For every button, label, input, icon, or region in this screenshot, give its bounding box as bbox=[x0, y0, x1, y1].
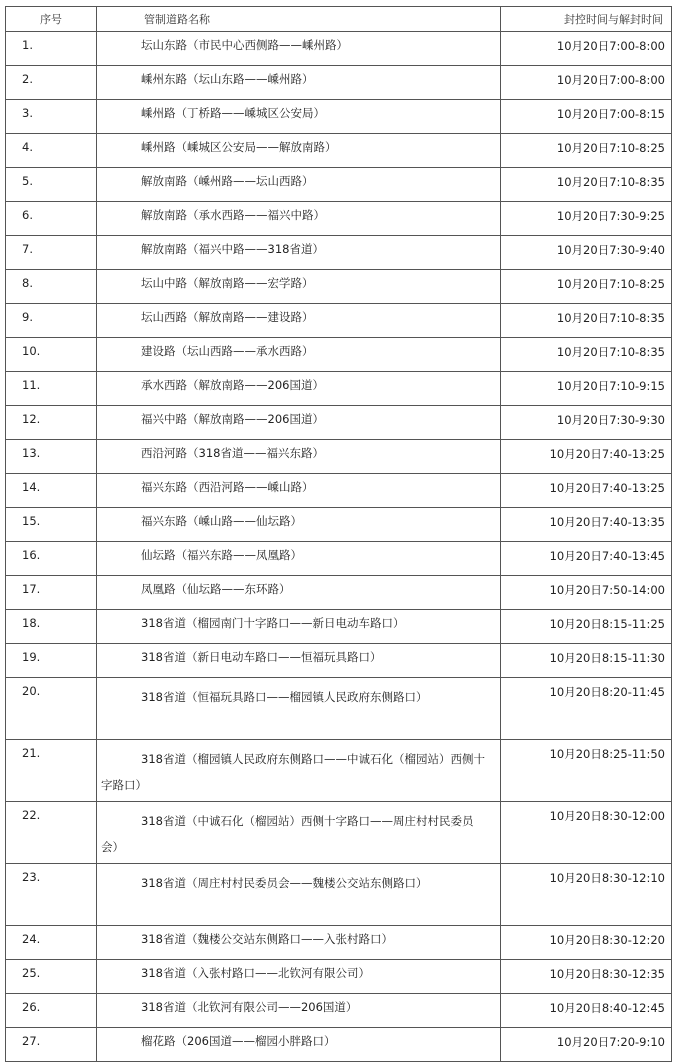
table-row bbox=[6, 372, 672, 406]
row-seq: 26. bbox=[6, 994, 97, 1028]
row-control-time: 10月20日7:20-9:10 bbox=[501, 1028, 672, 1062]
row-control-time: 10月20日8:25-11:50 bbox=[501, 740, 672, 802]
row-seq: 9. bbox=[6, 304, 97, 338]
table-row bbox=[6, 134, 672, 168]
table-row bbox=[6, 542, 672, 576]
row-road-name: 解放南路（承水西路——福兴中路） bbox=[97, 202, 501, 236]
row-seq: 4. bbox=[6, 134, 97, 168]
row-road-name: 仙坛路（福兴东路——凤凰路） bbox=[97, 542, 501, 576]
row-seq: 1. bbox=[6, 32, 97, 66]
row-seq: 27. bbox=[6, 1028, 97, 1062]
table-row bbox=[6, 474, 672, 508]
row-road-name: 318省道（榴园镇人民政府东侧路口——中诚石化（榴园站）西侧十字路口） bbox=[97, 740, 501, 802]
row-control-time: 10月20日7:00-8:00 bbox=[501, 32, 672, 66]
row-road-name: 318省道（魏楼公交站东侧路口——入张村路口） bbox=[97, 926, 501, 960]
header-road: 管制道路名称 bbox=[97, 7, 501, 32]
road-control-document bbox=[5, 6, 671, 1062]
table-row bbox=[6, 678, 672, 740]
table-row bbox=[6, 168, 672, 202]
row-seq: 24. bbox=[6, 926, 97, 960]
row-control-time: 10月20日7:30-9:25 bbox=[501, 202, 672, 236]
row-control-time: 10月20日7:50-14:00 bbox=[501, 576, 672, 610]
row-control-time: 10月20日8:30-12:35 bbox=[501, 960, 672, 994]
table-row bbox=[6, 270, 672, 304]
row-seq: 11. bbox=[6, 372, 97, 406]
table-row bbox=[6, 802, 672, 864]
row-control-time: 10月20日7:00-8:15 bbox=[501, 100, 672, 134]
row-control-time: 10月20日8:30-12:10 bbox=[501, 864, 672, 926]
row-seq: 8. bbox=[6, 270, 97, 304]
row-road-name: 福兴东路（西沿河路——嵊山路） bbox=[97, 474, 501, 508]
row-road-name: 榴花路（206国道——榴园小胖路口） bbox=[97, 1028, 501, 1062]
row-road-name: 承水西路（解放南路——206国道） bbox=[97, 372, 501, 406]
table-row bbox=[6, 1028, 672, 1062]
road-control-table bbox=[5, 6, 672, 1062]
row-control-time: 10月20日8:40-12:45 bbox=[501, 994, 672, 1028]
row-seq: 3. bbox=[6, 100, 97, 134]
row-control-time: 10月20日7:40-13:25 bbox=[501, 474, 672, 508]
row-control-time: 10月20日7:00-8:00 bbox=[501, 66, 672, 100]
row-seq: 18. bbox=[6, 610, 97, 644]
row-control-time: 10月20日7:40-13:25 bbox=[501, 440, 672, 474]
row-seq: 21. bbox=[6, 740, 97, 802]
row-seq: 6. bbox=[6, 202, 97, 236]
table-row bbox=[6, 576, 672, 610]
row-control-time: 10月20日7:30-9:30 bbox=[501, 406, 672, 440]
row-seq: 2. bbox=[6, 66, 97, 100]
row-control-time: 10月20日7:40-13:35 bbox=[501, 508, 672, 542]
table-row bbox=[6, 610, 672, 644]
table-row bbox=[6, 960, 672, 994]
table-row bbox=[6, 100, 672, 134]
table-row bbox=[6, 304, 672, 338]
table-row bbox=[6, 994, 672, 1028]
row-control-time: 10月20日8:20-11:45 bbox=[501, 678, 672, 740]
row-seq: 25. bbox=[6, 960, 97, 994]
table-row bbox=[6, 338, 672, 372]
row-seq: 13. bbox=[6, 440, 97, 474]
table-row bbox=[6, 66, 672, 100]
row-road-name: 坛山西路（解放南路——建设路） bbox=[97, 304, 501, 338]
table-row bbox=[6, 864, 672, 926]
header-time: 封控时间与解封时间 bbox=[501, 7, 672, 32]
row-road-name: 318省道（榴园南门十字路口——新日电动车路口） bbox=[97, 610, 501, 644]
row-control-time: 10月20日8:30-12:00 bbox=[501, 802, 672, 864]
row-road-name: 318省道（中诚石化（榴园站）西侧十字路口——周庄村村民委员会） bbox=[97, 802, 501, 864]
table-row bbox=[6, 202, 672, 236]
row-seq: 5. bbox=[6, 168, 97, 202]
row-control-time: 10月20日7:40-13:45 bbox=[501, 542, 672, 576]
row-control-time: 10月20日7:30-9:40 bbox=[501, 236, 672, 270]
row-control-time: 10月20日8:30-12:20 bbox=[501, 926, 672, 960]
table-row bbox=[6, 406, 672, 440]
row-road-name: 嵊州路（丁桥路——嵊城区公安局） bbox=[97, 100, 501, 134]
row-road-name: 318省道（恒福玩具路口——榴园镇人民政府东侧路口） bbox=[97, 678, 501, 740]
row-road-name: 318省道（新日电动车路口——恒福玩具路口） bbox=[97, 644, 501, 678]
row-road-name: 坛山东路（市民中心西侧路——嵊州路） bbox=[97, 32, 501, 66]
row-seq: 20. bbox=[6, 678, 97, 740]
row-control-time: 10月20日7:10-8:35 bbox=[501, 304, 672, 338]
row-road-name: 福兴中路（解放南路——206国道） bbox=[97, 406, 501, 440]
row-road-name: 坛山中路（解放南路——宏学路） bbox=[97, 270, 501, 304]
row-control-time: 10月20日7:10-8:35 bbox=[501, 338, 672, 372]
row-seq: 15. bbox=[6, 508, 97, 542]
row-seq: 19. bbox=[6, 644, 97, 678]
row-seq: 22. bbox=[6, 802, 97, 864]
table-row bbox=[6, 32, 672, 66]
row-control-time: 10月20日7:10-8:25 bbox=[501, 134, 672, 168]
row-road-name: 凤凰路（仙坛路——东环路） bbox=[97, 576, 501, 610]
table-row bbox=[6, 440, 672, 474]
row-seq: 17. bbox=[6, 576, 97, 610]
row-control-time: 10月20日7:10-8:35 bbox=[501, 168, 672, 202]
row-control-time: 10月20日8:15-11:25 bbox=[501, 610, 672, 644]
row-seq: 12. bbox=[6, 406, 97, 440]
row-road-name: 318省道（周庄村村民委员会——魏楼公交站东侧路口） bbox=[97, 864, 501, 926]
row-seq: 10. bbox=[6, 338, 97, 372]
table-header-row bbox=[6, 7, 672, 32]
row-seq: 7. bbox=[6, 236, 97, 270]
header-seq: 序号 bbox=[6, 7, 97, 32]
table-row bbox=[6, 740, 672, 802]
row-road-name: 解放南路（福兴中路——318省道） bbox=[97, 236, 501, 270]
row-road-name: 嵊州路（嵊城区公安局——解放南路） bbox=[97, 134, 501, 168]
row-control-time: 10月20日8:15-11:30 bbox=[501, 644, 672, 678]
row-road-name: 318省道（入张村路口——北钦河有限公司） bbox=[97, 960, 501, 994]
table-row bbox=[6, 236, 672, 270]
table-row bbox=[6, 926, 672, 960]
row-seq: 14. bbox=[6, 474, 97, 508]
row-seq: 23. bbox=[6, 864, 97, 926]
row-control-time: 10月20日7:10-9:15 bbox=[501, 372, 672, 406]
table-row bbox=[6, 508, 672, 542]
row-road-name: 318省道（北钦河有限公司——206国道） bbox=[97, 994, 501, 1028]
row-road-name: 西沿河路（318省道——福兴东路） bbox=[97, 440, 501, 474]
row-road-name: 解放南路（嵊州路——坛山西路） bbox=[97, 168, 501, 202]
row-road-name: 福兴东路（嵊山路——仙坛路） bbox=[97, 508, 501, 542]
row-road-name: 嵊州东路（坛山东路——嵊州路） bbox=[97, 66, 501, 100]
row-road-name: 建设路（坛山西路——承水西路） bbox=[97, 338, 501, 372]
row-control-time: 10月20日7:10-8:25 bbox=[501, 270, 672, 304]
table-row bbox=[6, 644, 672, 678]
row-seq: 16. bbox=[6, 542, 97, 576]
